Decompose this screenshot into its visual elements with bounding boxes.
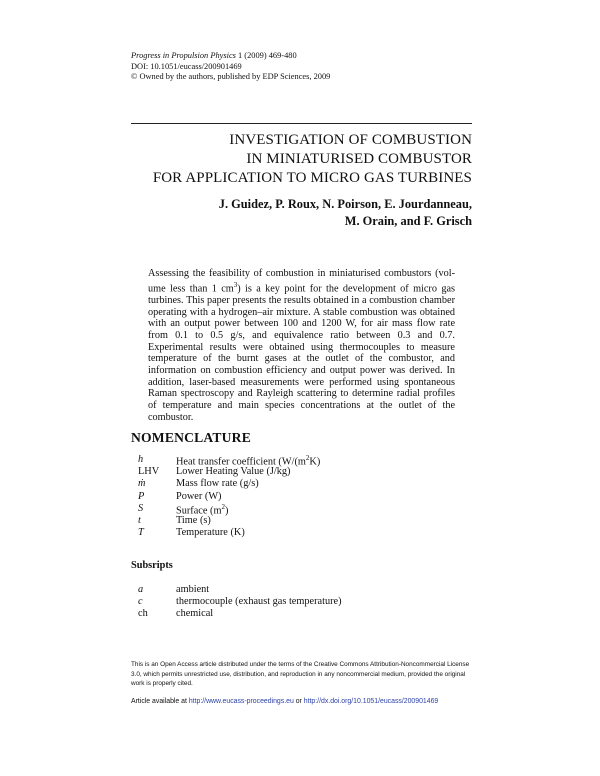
availability-prefix: Article available at (131, 698, 189, 705)
nomenclature-desc: Power (W) (176, 490, 222, 502)
nomenclature-desc: Time (s) (176, 514, 211, 526)
nomenclature-desc: Lower Heating Value (J/kg) (176, 466, 291, 478)
subscript-desc: ambient (176, 584, 210, 595)
nomenclature-desc: Mass flow rate (g/s) (176, 478, 259, 490)
nomenclature-heading: NOMENCLATURE (131, 430, 251, 445)
nomenclature-list (138, 454, 320, 539)
nomenclature-row (138, 466, 320, 478)
paper-title (153, 131, 472, 188)
abstract-part-4: turbines. This paper presents the results obtained in a combustion chamber operating with a hydrogen–air mixture. A stable combustion was obtained with an output power between 100 and 1200 W, for air mass flow rate from 0.1 to 0.5 g/s, and equivalence ratio between 0.3 and 0.7. Experimental results were obtained using thermocouples to measure temperature of the burnt gases at the outlet of the combustor, and information on combustion efficiency and output power was derived. In addition, laser-based measurements were performed using spontaneous Raman spectroscopy and Rayleigh scattering to determine radial profiles of temperature and main species concentrations at the outlet of the combustor. (148, 294, 455, 423)
nomenclature-row (138, 527, 320, 539)
abstract-part-2: ume less than 1 cm (148, 283, 234, 295)
abstract-part-3: ) is a key point for the development of micro gas (237, 283, 455, 295)
citation-line (131, 51, 330, 62)
author-list (219, 196, 472, 230)
nomenclature-symbol: LHV (138, 466, 160, 478)
abstract-superscript: 3 (233, 280, 238, 289)
authors-line-2: M. Orain, and F. Grisch (344, 214, 472, 228)
subscript-desc: thermocouple (exhaust gas temperature) (176, 596, 342, 608)
open-access-footnote: This is an Open Access article distributed under the terms of the Creative Commons Attribution-Noncommercial License 3.0, which permits unrestricted use, distribution, and reproduction in any noncommercial medium, provided the original work is properly cited. (131, 661, 470, 688)
nomenclature-symbol: t (138, 514, 141, 526)
abstract (148, 268, 455, 424)
subscript-symbol: a (138, 584, 144, 595)
nomenclature-desc: Surface $(m^2)$ (176, 502, 229, 517)
title-line-1: INVESTIGATION OF COMBUSTION (229, 132, 472, 148)
subscript-symbol: ch (138, 608, 148, 620)
nomenclature-symbol: S (138, 502, 144, 514)
nomenclature-row (138, 478, 320, 490)
doi-line: DOI: 10.1051/eucass/200901469 (131, 61, 242, 71)
nomenclature-row (138, 503, 320, 515)
subscript-symbol: c (138, 596, 143, 608)
journal-header (131, 51, 330, 83)
nomenclature-desc: Heat transfer coefficient ($W/(m^2K)$ (176, 454, 321, 468)
journal-name: Progress in Propulsion Physics (131, 51, 236, 60)
nomenclature-symbol: ṁ (138, 478, 146, 490)
copyright-line: © Owned by the authors, published by EDP Sciences, 2009 (131, 72, 331, 82)
title-line-3: FOR APPLICATION TO MICRO GAS TURBINES (152, 170, 472, 186)
nomenclature-desc: Temperature (K) (176, 527, 245, 539)
doi-link[interactable]: http://dx.doi.org/10.1051/eucass/200901469 (303, 698, 439, 705)
availability-or: or (293, 698, 304, 705)
subscript-row (138, 596, 342, 608)
subscript-desc: chemical (176, 608, 214, 620)
nomenclature-row (138, 491, 320, 503)
nomenclature-symbol: h (138, 454, 144, 465)
subscripts-list (138, 584, 342, 621)
title-line-2: IN MINIATURISED COMBUSTOR (246, 151, 472, 167)
header-rule (131, 123, 472, 124)
volume-pages: 1 (2009) 469-480 (235, 51, 297, 60)
nomenclature-symbol: T (138, 527, 144, 539)
subscript-row (138, 584, 342, 596)
nomenclature-row (138, 515, 320, 527)
abstract-part-1: Assessing the feasibility of combustion in miniaturised combustors (vol- (148, 268, 455, 279)
authors-line-1: J. Guidez, P. Roux, N. Poirson, E. Jourdanneau, (218, 197, 472, 211)
proceedings-link[interactable]: http://www.eucass-proceedings.eu (188, 698, 294, 705)
nomenclature-symbol: P (138, 490, 145, 502)
availability-line (131, 698, 438, 705)
subscripts-heading: Subsripts (131, 560, 173, 571)
nomenclature-row (138, 454, 320, 466)
subscript-row (138, 608, 342, 620)
